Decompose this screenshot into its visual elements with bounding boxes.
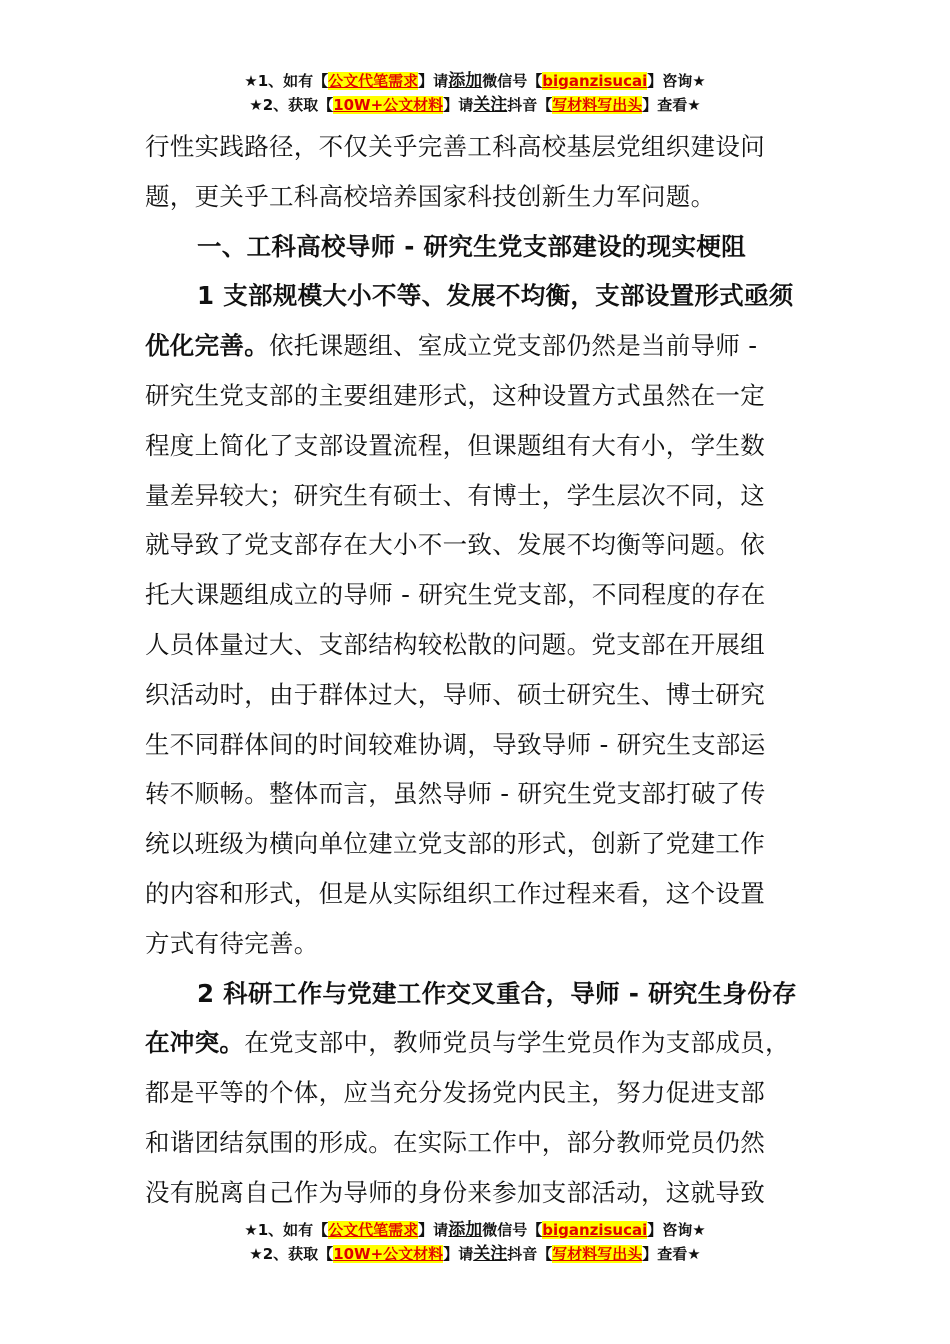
wechat-id: biganzisucai — [542, 72, 648, 90]
line-text: 题，更关乎工科高校培养国家科技创新生力军问题。 — [145, 181, 716, 211]
line-text: 研究生党支部的主要组建形式，这种设置方式虽然在一定 — [145, 380, 765, 410]
banner-underline: 关注 — [473, 95, 508, 115]
text-line — [145, 471, 785, 521]
text-line — [145, 122, 785, 172]
banner-line-2 — [0, 1242, 950, 1266]
line-text: 程度上简化了支部设置流程，但课题组有大有小，学生数 — [145, 430, 765, 460]
document-body — [145, 122, 797, 1218]
banner-text: 】请 — [443, 96, 474, 114]
text-line — [145, 1068, 785, 1118]
text-line — [145, 1018, 790, 1068]
banner-text: ★1、如有【 — [244, 1221, 329, 1239]
douyin-id: 写材料写出头 — [552, 96, 643, 114]
line-text: 量差异较大；研究生有硕士、有博士，学生层次不同，这 — [145, 480, 765, 510]
text-line — [145, 1168, 785, 1218]
text-line — [145, 570, 785, 620]
douyin-id: 写材料写出头 — [552, 1245, 643, 1263]
banner-line-2 — [0, 93, 950, 117]
text-line — [145, 222, 785, 272]
banner-text: 】请 — [418, 1221, 449, 1239]
banner-line-1 — [0, 1218, 950, 1242]
banner-highlight: 公文代笔需求 — [328, 72, 419, 90]
banner-text: 】查看★ — [642, 1245, 701, 1263]
text-line — [145, 520, 785, 570]
banner-text: 抖音【 — [507, 1245, 553, 1263]
line-text: 生不同群体间的时间较难协调，导致导师 - 研究生支部运 — [145, 729, 766, 759]
text-line — [145, 620, 785, 670]
banner-text: 微信号【 — [482, 72, 543, 90]
banner-text: 抖音【 — [507, 96, 553, 114]
line-text: 织活动时，由于群体过大，导师、硕士研究生、博士研究 — [145, 679, 765, 709]
bold-heading: 在冲突。 — [145, 1028, 245, 1058]
line-text: 和谐团结氛围的形成。在实际工作中，部分教师党员仍然 — [145, 1127, 765, 1157]
banner-highlight: 公文代笔需求 — [328, 1221, 419, 1239]
banner-text: 】请 — [443, 1245, 474, 1263]
text-line — [145, 769, 785, 819]
bold-heading: 一、工科高校导师 - 研究生党支部建设的现实梗阻 — [197, 231, 746, 261]
banner-text: ★2、获取【 — [249, 96, 334, 114]
top-banner — [0, 69, 950, 117]
bold-heading: 优化完善。 — [145, 331, 269, 361]
text-line — [145, 172, 785, 222]
text-line — [145, 421, 785, 471]
banner-highlight: 10W+公文材料 — [333, 1245, 444, 1263]
banner-text: 】查看★ — [642, 96, 701, 114]
banner-text: ★2、获取【 — [249, 1245, 334, 1263]
banner-underline: 添加 — [448, 1220, 483, 1240]
wechat-id: biganzisucai — [542, 1221, 648, 1239]
line-text: 方式有待完善。 — [145, 928, 319, 958]
bottom-banner — [0, 1218, 950, 1266]
line-text: 行性实践路径，不仅关乎完善工科高校基层党组织建设问 — [145, 132, 765, 161]
banner-underline: 关注 — [473, 1244, 508, 1264]
text-line — [145, 819, 785, 869]
banner-highlight: 10W+公文材料 — [333, 96, 444, 114]
line-text: 托大课题组成立的导师 - 研究生党支部，不同程度的存在 — [145, 580, 766, 610]
banner-text: 微信号【 — [482, 1221, 543, 1239]
line-text: 都是平等的个体，应当充分发扬党内民主，努力促进支部 — [145, 1078, 765, 1108]
text-line — [145, 670, 785, 720]
text-line — [145, 969, 797, 1019]
banner-text: 】请 — [418, 72, 449, 90]
text-line — [145, 720, 785, 770]
line-text: 统以班级为横向单位建立党支部的形式，创新了党建工作 — [145, 829, 765, 859]
banner-text: ★1、如有【 — [244, 72, 329, 90]
bold-heading: 2 科研工作与党建工作交叉重合，导师 - 研究生身份存 — [197, 978, 797, 1008]
banner-text: 】咨询★ — [647, 1221, 706, 1239]
banner-text: 】咨询★ — [647, 72, 706, 90]
line-text: 人员体量过大、支部结构较松散的问题。党支部在开展组 — [145, 629, 765, 659]
text-line — [145, 321, 785, 371]
bold-heading: 1 支部规模大小不等、发展不均衡，支部设置形式亟须 — [197, 281, 794, 311]
line-text: 依托课题组、室成立党支部仍然是当前导师 - — [269, 331, 758, 361]
line-text: 就导致了党支部存在大小不一致、发展不均衡等问题。依 — [145, 530, 765, 560]
line-text: 在党支部中，教师党员与学生党员作为支部成员， — [244, 1028, 790, 1058]
banner-underline: 添加 — [448, 71, 483, 91]
text-line — [145, 371, 785, 421]
line-text: 转不顺畅。整体而言，虽然导师 - 研究生党支部打破了传 — [145, 779, 766, 809]
text-line — [145, 869, 785, 919]
text-line — [145, 271, 794, 321]
line-text: 没有脱离自己作为导师的身份来参加支部活动，这就导致 — [145, 1177, 765, 1207]
banner-line-1 — [0, 69, 950, 93]
line-text: 的内容和形式，但是从实际组织工作过程来看，这个设置 — [145, 878, 765, 908]
text-line — [145, 919, 785, 969]
text-line — [145, 1118, 785, 1168]
